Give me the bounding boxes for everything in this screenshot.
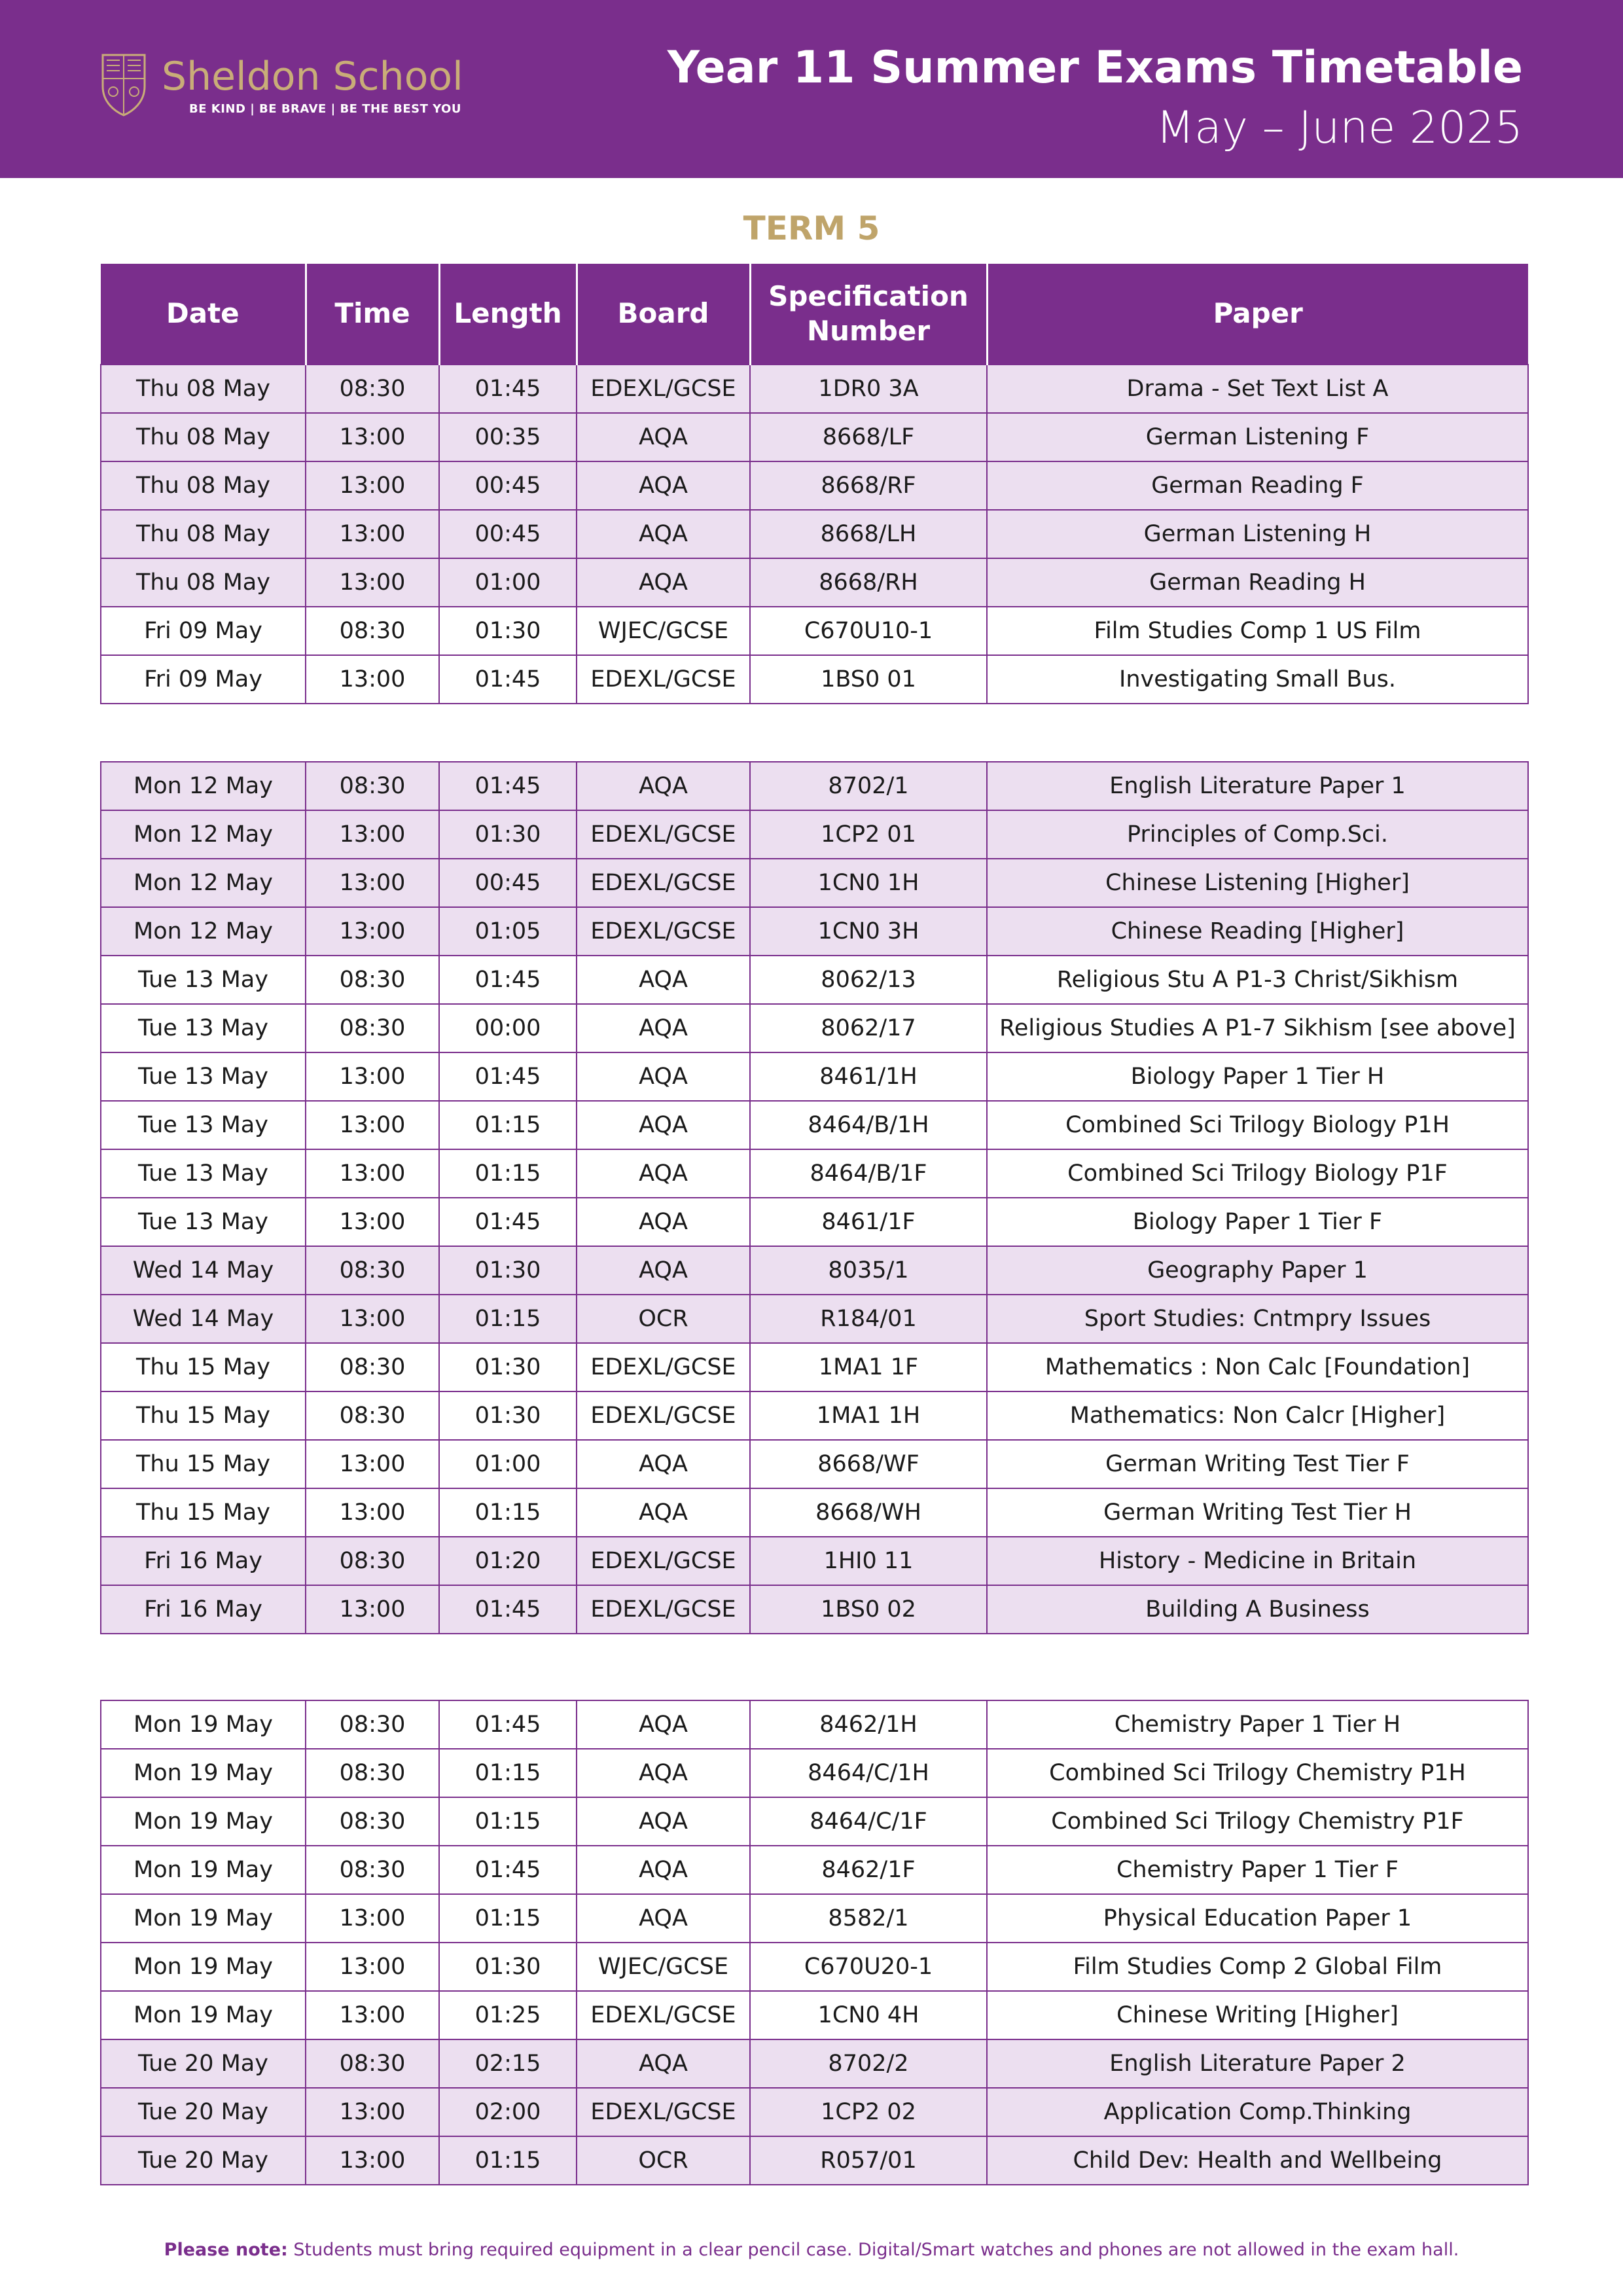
cell-paper: Mathematics : Non Calc [Foundation]	[987, 1343, 1528, 1391]
cell-paper: Film Studies Comp 2 Global Film	[987, 1943, 1528, 1991]
cell-length: 01:30	[439, 1391, 577, 1440]
cell-date: Fri 16 May	[101, 1585, 306, 1634]
table-row	[101, 1700, 1528, 1749]
cell-length: 01:30	[439, 1343, 577, 1391]
cell-paper: Principles of Comp.Sci.	[987, 810, 1528, 859]
cell-length: 01:15	[439, 1149, 577, 1198]
table-row	[101, 762, 1528, 810]
cell-time: 13:00	[306, 859, 439, 907]
cell-length: 01:15	[439, 1797, 577, 1846]
cell-board: AQA	[577, 2039, 750, 2088]
table-row	[101, 510, 1528, 558]
cell-length: 01:15	[439, 2136, 577, 2185]
cell-time: 13:00	[306, 810, 439, 859]
cell-date: Thu 15 May	[101, 1391, 306, 1440]
cell-date: Mon 19 May	[101, 1797, 306, 1846]
column-header-specification	[750, 264, 987, 365]
cell-spec-number: 8668/RF	[750, 461, 987, 510]
cell-length: 00:45	[439, 859, 577, 907]
cell-length: 01:45	[439, 1052, 577, 1101]
cell-length: 01:45	[439, 762, 577, 810]
cell-date: Tue 13 May	[101, 1198, 306, 1246]
cell-board: AQA	[577, 1488, 750, 1537]
table-row	[101, 907, 1528, 956]
table-row	[101, 810, 1528, 859]
cell-length: 01:45	[439, 1198, 577, 1246]
cell-spec-number: 8668/WF	[750, 1440, 987, 1488]
cell-paper: German Reading F	[987, 461, 1528, 510]
cell-paper: German Reading H	[987, 558, 1528, 607]
cell-spec-number: 1CN0 4H	[750, 1991, 987, 2039]
cell-paper: Mathematics: Non Calcr [Higher]	[987, 1391, 1528, 1440]
cell-spec-number: C670U20-1	[750, 1943, 987, 1991]
cell-spec-number: 8668/RH	[750, 558, 987, 607]
cell-paper: Chinese Reading [Higher]	[987, 907, 1528, 956]
term-heading: TERM 5	[743, 209, 880, 247]
cell-time: 13:00	[306, 558, 439, 607]
cell-length: 01:15	[439, 1894, 577, 1943]
cell-length: 01:45	[439, 365, 577, 413]
cell-paper: Combined Sci Trilogy Chemistry P1H	[987, 1749, 1528, 1797]
table-row	[101, 1440, 1528, 1488]
cell-spec-number: 8462/1H	[750, 1700, 987, 1749]
cell-paper: English Literature Paper 1	[987, 762, 1528, 810]
cell-date: Mon 19 May	[101, 1991, 306, 2039]
cell-paper: German Listening F	[987, 413, 1528, 461]
cell-time: 13:00	[306, 1149, 439, 1198]
cell-board: AQA	[577, 1440, 750, 1488]
cell-date: Mon 12 May	[101, 762, 306, 810]
cell-board: EDEXL/GCSE	[577, 1991, 750, 2039]
table-header-row	[101, 264, 1528, 365]
cell-length: 01:15	[439, 1749, 577, 1797]
cell-spec-number: 8035/1	[750, 1246, 987, 1295]
cell-paper: History - Medicine in Britain	[987, 1537, 1528, 1585]
cell-spec-number: 1CN0 3H	[750, 907, 987, 956]
cell-date: Mon 12 May	[101, 810, 306, 859]
cell-length: 01:00	[439, 558, 577, 607]
cell-length: 02:15	[439, 2039, 577, 2088]
table-row	[101, 1894, 1528, 1943]
column-header-board: Board	[577, 264, 750, 365]
cell-paper: Chinese Writing [Higher]	[987, 1991, 1528, 2039]
cell-length: 01:25	[439, 1991, 577, 2039]
cell-spec-number: 8462/1F	[750, 1846, 987, 1894]
cell-board: AQA	[577, 1004, 750, 1052]
cell-length: 01:30	[439, 607, 577, 655]
cell-date: Mon 12 May	[101, 907, 306, 956]
table-row	[101, 1488, 1528, 1537]
table-row	[101, 2088, 1528, 2136]
cell-board: OCR	[577, 1295, 750, 1343]
cell-spec-number: 1CP2 01	[750, 810, 987, 859]
cell-paper: Application Comp.Thinking	[987, 2088, 1528, 2136]
page-title: Year 11 Summer Exams Timetable	[667, 42, 1523, 94]
cell-date: Thu 15 May	[101, 1343, 306, 1391]
cell-spec-number: 8668/WH	[750, 1488, 987, 1537]
cell-paper: Child Dev: Health and Wellbeing	[987, 2136, 1528, 2185]
exam-table-week-1	[100, 264, 1529, 704]
cell-spec-number: 1BS0 02	[750, 1585, 987, 1634]
cell-time: 13:00	[306, 1101, 439, 1149]
cell-date: Wed 14 May	[101, 1295, 306, 1343]
cell-spec-number: 8668/LF	[750, 413, 987, 461]
column-header-length: Length	[439, 264, 577, 365]
cell-paper: Religious Studies A P1-7 Sikhism [see above]	[987, 1004, 1528, 1052]
cell-date: Mon 12 May	[101, 859, 306, 907]
cell-paper: Geography Paper 1	[987, 1246, 1528, 1295]
cell-spec-number: 8464/C/1H	[750, 1749, 987, 1797]
cell-paper: English Literature Paper 2	[987, 2039, 1528, 2088]
cell-date: Tue 13 May	[101, 956, 306, 1004]
table-row	[101, 1749, 1528, 1797]
cell-time: 08:30	[306, 365, 439, 413]
cell-spec-number: 8668/LH	[750, 510, 987, 558]
cell-board: WJEC/GCSE	[577, 607, 750, 655]
cell-board: AQA	[577, 461, 750, 510]
cell-board: AQA	[577, 1797, 750, 1846]
cell-length: 00:45	[439, 510, 577, 558]
cell-date: Fri 09 May	[101, 655, 306, 704]
table-row	[101, 1585, 1528, 1634]
table-row	[101, 1052, 1528, 1101]
cell-length: 01:30	[439, 810, 577, 859]
cell-spec-number: 1BS0 01	[750, 655, 987, 704]
cell-board: AQA	[577, 1894, 750, 1943]
table-row	[101, 655, 1528, 704]
cell-board: EDEXL/GCSE	[577, 655, 750, 704]
table-row	[101, 558, 1528, 607]
cell-board: AQA	[577, 1149, 750, 1198]
school-name: Sheldon School	[162, 54, 463, 99]
cell-length: 00:35	[439, 413, 577, 461]
cell-board: EDEXL/GCSE	[577, 1537, 750, 1585]
cell-date: Tue 13 May	[101, 1101, 306, 1149]
cell-paper: Religious Stu A P1-3 Christ/Sikhism	[987, 956, 1528, 1004]
footer-note	[0, 2240, 1623, 2260]
cell-date: Mon 19 May	[101, 1894, 306, 1943]
cell-date: Mon 19 May	[101, 1846, 306, 1894]
cell-date: Tue 20 May	[101, 2136, 306, 2185]
cell-length: 01:45	[439, 1846, 577, 1894]
cell-length: 01:15	[439, 1101, 577, 1149]
cell-board: AQA	[577, 1101, 750, 1149]
cell-board: AQA	[577, 1846, 750, 1894]
cell-time: 08:30	[306, 1343, 439, 1391]
cell-time: 08:30	[306, 607, 439, 655]
cell-date: Mon 19 May	[101, 1700, 306, 1749]
cell-length: 01:45	[439, 655, 577, 704]
table-row	[101, 607, 1528, 655]
cell-spec-number: 8461/1H	[750, 1052, 987, 1101]
cell-date: Mon 19 May	[101, 1943, 306, 1991]
cell-time: 08:30	[306, 1797, 439, 1846]
cell-board: AQA	[577, 558, 750, 607]
table-row	[101, 1149, 1528, 1198]
cell-spec-number: 8582/1	[750, 1894, 987, 1943]
cell-date: Thu 08 May	[101, 365, 306, 413]
cell-time: 13:00	[306, 1052, 439, 1101]
cell-board: AQA	[577, 1700, 750, 1749]
cell-time: 08:30	[306, 762, 439, 810]
cell-time: 08:30	[306, 1700, 439, 1749]
cell-paper: Chemistry Paper 1 Tier H	[987, 1700, 1528, 1749]
cell-length: 01:45	[439, 1585, 577, 1634]
note-label: Please note:	[164, 2240, 288, 2260]
cell-date: Thu 08 May	[101, 413, 306, 461]
cell-date: Tue 13 May	[101, 1004, 306, 1052]
cell-board: AQA	[577, 1749, 750, 1797]
table-row	[101, 859, 1528, 907]
cell-time: 13:00	[306, 1198, 439, 1246]
cell-date: Mon 19 May	[101, 1749, 306, 1797]
table-row	[101, 1295, 1528, 1343]
cell-time: 08:30	[306, 2039, 439, 2088]
cell-spec-number: 8702/1	[750, 762, 987, 810]
table-row	[101, 2039, 1528, 2088]
cell-paper: Film Studies Comp 1 US Film	[987, 607, 1528, 655]
note-text: Students must bring required equipment in a clear pencil case. Digital/Smart watches and phones are not allowed in the exam hall.	[293, 2240, 1459, 2260]
cell-time: 13:00	[306, 1440, 439, 1488]
cell-board: EDEXL/GCSE	[577, 2088, 750, 2136]
cell-spec-number: 8461/1F	[750, 1198, 987, 1246]
table-body	[101, 365, 1528, 704]
table-row	[101, 2136, 1528, 2185]
cell-length: 01:15	[439, 1488, 577, 1537]
cell-spec-number: 1HI0 11	[750, 1537, 987, 1585]
table-row	[101, 1343, 1528, 1391]
cell-date: Fri 16 May	[101, 1537, 306, 1585]
cell-date: Tue 20 May	[101, 2039, 306, 2088]
cell-spec-number: 8464/B/1F	[750, 1149, 987, 1198]
cell-paper: German Listening H	[987, 510, 1528, 558]
school-motto: BE KIND | BE BRAVE | BE THE BEST YOU	[189, 102, 461, 116]
cell-length: 01:30	[439, 1246, 577, 1295]
cell-length: 01:45	[439, 1700, 577, 1749]
cell-spec-number: R184/01	[750, 1295, 987, 1343]
spec-header-line1: Specification	[768, 280, 969, 312]
cell-date: Thu 15 May	[101, 1440, 306, 1488]
cell-time: 13:00	[306, 1488, 439, 1537]
cell-spec-number: 1MA1 1H	[750, 1391, 987, 1440]
cell-board: AQA	[577, 1052, 750, 1101]
cell-paper: Physical Education Paper 1	[987, 1894, 1528, 1943]
cell-date: Thu 08 May	[101, 558, 306, 607]
cell-paper: Chinese Listening [Higher]	[987, 859, 1528, 907]
table-row	[101, 1943, 1528, 1991]
table-row	[101, 1846, 1528, 1894]
cell-time: 13:00	[306, 1894, 439, 1943]
cell-spec-number: 8464/C/1F	[750, 1797, 987, 1846]
school-crest-icon	[100, 52, 147, 118]
cell-board: EDEXL/GCSE	[577, 1391, 750, 1440]
cell-length: 00:45	[439, 461, 577, 510]
table-row	[101, 1991, 1528, 2039]
table-row	[101, 1198, 1528, 1246]
table-body	[101, 1700, 1528, 2185]
column-header-date: Date	[101, 264, 306, 365]
cell-paper: Sport Studies: Cntmpry Issues	[987, 1295, 1528, 1343]
cell-length: 01:45	[439, 956, 577, 1004]
cell-board: EDEXL/GCSE	[577, 810, 750, 859]
cell-paper: German Writing Test Tier F	[987, 1440, 1528, 1488]
cell-spec-number: 8062/17	[750, 1004, 987, 1052]
cell-paper: Drama - Set Text List A	[987, 365, 1528, 413]
cell-paper: Biology Paper 1 Tier H	[987, 1052, 1528, 1101]
cell-length: 00:00	[439, 1004, 577, 1052]
cell-time: 13:00	[306, 1943, 439, 1991]
cell-paper: Chemistry Paper 1 Tier F	[987, 1846, 1528, 1894]
cell-time: 13:00	[306, 413, 439, 461]
cell-time: 13:00	[306, 1585, 439, 1634]
table-row	[101, 413, 1528, 461]
cell-board: OCR	[577, 2136, 750, 2185]
cell-length: 02:00	[439, 2088, 577, 2136]
cell-length: 01:30	[439, 1943, 577, 1991]
spec-header-line2: Number	[806, 314, 931, 347]
cell-time: 13:00	[306, 907, 439, 956]
cell-board: AQA	[577, 1198, 750, 1246]
cell-board: AQA	[577, 413, 750, 461]
exam-table-week-2	[100, 761, 1529, 1634]
table-row	[101, 1101, 1528, 1149]
exam-table-week-3	[100, 1700, 1529, 2185]
cell-paper: Combined Sci Trilogy Chemistry P1F	[987, 1797, 1528, 1846]
cell-board: EDEXL/GCSE	[577, 1585, 750, 1634]
cell-board: AQA	[577, 1246, 750, 1295]
cell-time: 08:30	[306, 1846, 439, 1894]
cell-time: 13:00	[306, 2136, 439, 2185]
cell-board: EDEXL/GCSE	[577, 365, 750, 413]
table-body	[101, 762, 1528, 1634]
table-row	[101, 956, 1528, 1004]
cell-spec-number: 1CP2 02	[750, 2088, 987, 2136]
cell-time: 13:00	[306, 2088, 439, 2136]
cell-time: 08:30	[306, 1749, 439, 1797]
cell-board: EDEXL/GCSE	[577, 907, 750, 956]
cell-paper: German Writing Test Tier H	[987, 1488, 1528, 1537]
cell-spec-number: 1CN0 1H	[750, 859, 987, 907]
table-row	[101, 1391, 1528, 1440]
cell-board: AQA	[577, 762, 750, 810]
cell-time: 13:00	[306, 1295, 439, 1343]
cell-time: 13:00	[306, 461, 439, 510]
cell-board: AQA	[577, 510, 750, 558]
cell-time: 08:30	[306, 956, 439, 1004]
cell-length: 01:15	[439, 1295, 577, 1343]
cell-board: WJEC/GCSE	[577, 1943, 750, 1991]
table-row	[101, 1537, 1528, 1585]
cell-time: 08:30	[306, 1537, 439, 1585]
column-header-paper: Paper	[987, 264, 1528, 365]
cell-time: 08:30	[306, 1391, 439, 1440]
cell-paper: Combined Sci Trilogy Biology P1F	[987, 1149, 1528, 1198]
cell-date: Tue 13 May	[101, 1052, 306, 1101]
table-row	[101, 461, 1528, 510]
cell-time: 13:00	[306, 1991, 439, 2039]
cell-date: Thu 08 May	[101, 510, 306, 558]
cell-spec-number: 1MA1 1F	[750, 1343, 987, 1391]
cell-length: 01:20	[439, 1537, 577, 1585]
cell-time: 13:00	[306, 655, 439, 704]
cell-spec-number: 8464/B/1H	[750, 1101, 987, 1149]
cell-spec-number: 8062/13	[750, 956, 987, 1004]
school-logo	[100, 52, 467, 124]
cell-length: 01:00	[439, 1440, 577, 1488]
cell-paper: Combined Sci Trilogy Biology P1H	[987, 1101, 1528, 1149]
page-subtitle: May – June 2025	[1156, 102, 1523, 154]
cell-time: 08:30	[306, 1246, 439, 1295]
cell-paper: Biology Paper 1 Tier F	[987, 1198, 1528, 1246]
cell-board: AQA	[577, 956, 750, 1004]
cell-time: 08:30	[306, 1004, 439, 1052]
cell-paper: Investigating Small Bus.	[987, 655, 1528, 704]
page-header	[0, 0, 1623, 178]
cell-paper: Building A Business	[987, 1585, 1528, 1634]
table-row	[101, 1004, 1528, 1052]
cell-date: Tue 20 May	[101, 2088, 306, 2136]
cell-date: Tue 13 May	[101, 1149, 306, 1198]
cell-board: EDEXL/GCSE	[577, 1343, 750, 1391]
cell-spec-number: R057/01	[750, 2136, 987, 2185]
cell-spec-number: 1DR0 3A	[750, 365, 987, 413]
table-row	[101, 1797, 1528, 1846]
cell-time: 13:00	[306, 510, 439, 558]
cell-date: Thu 08 May	[101, 461, 306, 510]
cell-spec-number: C670U10-1	[750, 607, 987, 655]
cell-spec-number: 8702/2	[750, 2039, 987, 2088]
table-row	[101, 1246, 1528, 1295]
table-row	[101, 365, 1528, 413]
cell-length: 01:05	[439, 907, 577, 956]
cell-date: Fri 09 May	[101, 607, 306, 655]
cell-date: Wed 14 May	[101, 1246, 306, 1295]
column-header-time: Time	[306, 264, 439, 365]
cell-date: Thu 15 May	[101, 1488, 306, 1537]
cell-board: EDEXL/GCSE	[577, 859, 750, 907]
